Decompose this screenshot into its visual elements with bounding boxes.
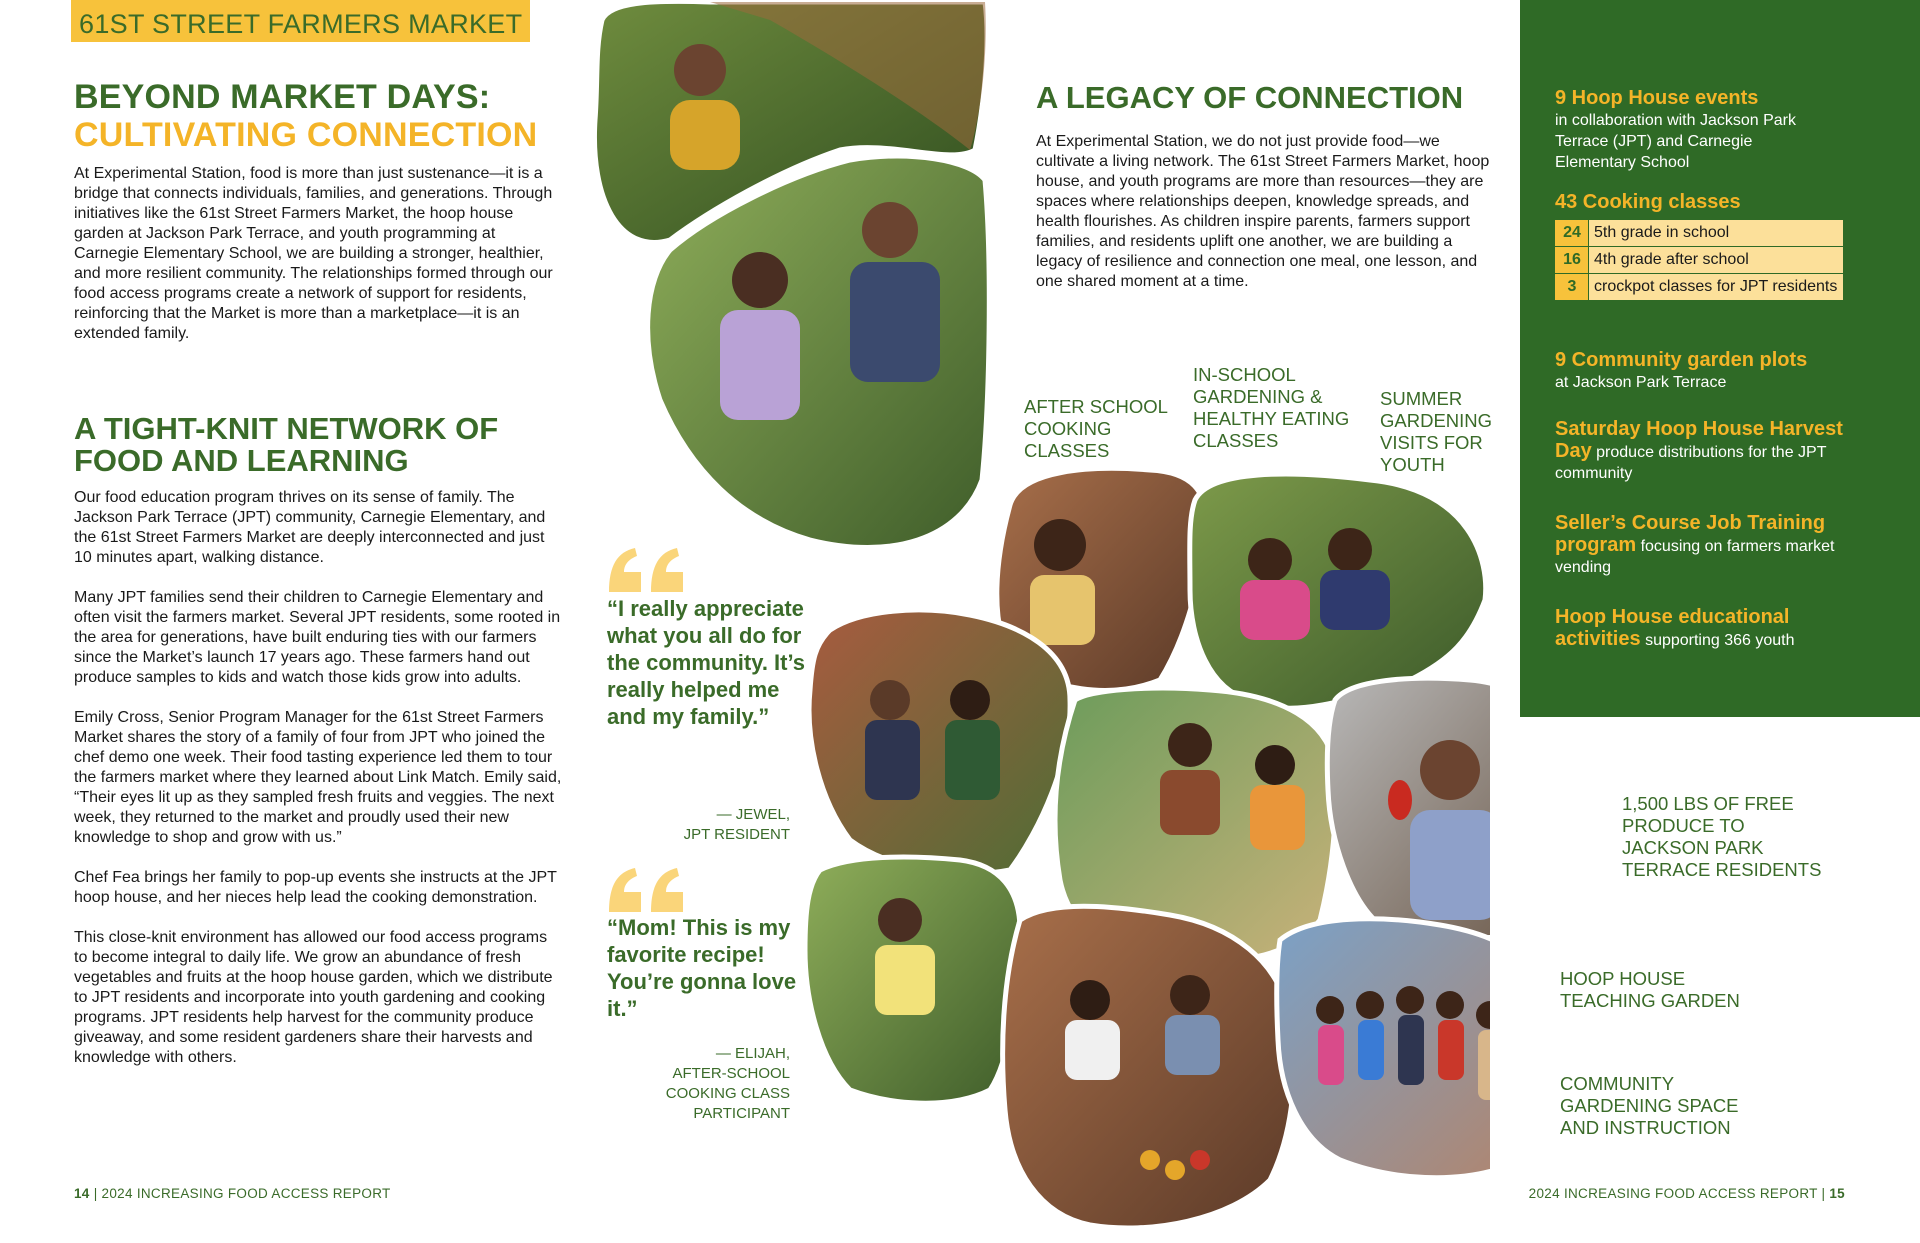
page-title-line2: CULTIVATING CONNECTION <box>74 116 538 154</box>
footer-left <box>74 1186 391 1201</box>
photo-market-stall <box>1003 906 1294 1228</box>
caption-after-school: AFTER SCHOOL COOKING CLASSES <box>1024 396 1168 461</box>
network-paragraph: This close-knit environment has allowed our food access programs to become integral to daily life. We grow an abundance of fresh vegetables and fruits at the hoop house garden, which we distribute to JPT residents and incorporate into youth gardening and cooking programs. JPT residents help harvest for the community produce giveaway, and some resident gardeners share their harvests and knowledge with others. <box>74 929 553 1066</box>
section-tag: 61ST STREET FARMERS MARKET <box>71 0 530 42</box>
quote-attribution-line: COOKING CLASS <box>665 1085 790 1102</box>
footer-title: 2024 INCREASING FOOD ACCESS REPORT | <box>1528 1186 1826 1201</box>
quote-attribution-line: JPT RESIDENT <box>683 826 790 843</box>
stat-title: Hoop House educational activities <box>1555 606 1790 650</box>
stat-hoop-events <box>1555 88 1825 173</box>
network-body <box>74 488 564 1088</box>
stat-educational-activities <box>1555 607 1865 651</box>
network-paragraph: Emily Cross, Senior Program Manager for the 61st Street Farmers Market shares the story of a family of four from JPT who joined the chef demo one week. Their food tasting experience led them to tour the farmers market where they learned about Link Match. Emily said, “Their eyes lit up as they sampled fresh fruits and veggies. The next week, they returned to the market and proudly used their new knowledge to shop and grow with us.” <box>74 709 562 846</box>
network-paragraph: Our food education program thrives on its sense of family. The Jackson Park Terrace (JPT) community, Carnegie Elementary, and the 61st Street Farmers Market are deeply interconnected and just 10 minutes apart, walking distance. <box>74 489 546 566</box>
quote-attribution-line: PARTICIPANT <box>693 1105 790 1122</box>
network-paragraph: Many JPT families send their children to Carnegie Elementary and often visit the farmers market. Several JPT residents, some rooted in the area for generations, have built enduring ties with our farmers since the Market’s launch 17 years ago. These farmers hand out produce samples to kids and watch those kids grow into adults. <box>74 589 561 686</box>
stat-title: Seller’s Course Job Training program <box>1555 512 1826 556</box>
stat-sellers-course <box>1555 513 1865 578</box>
page-number: 15 <box>1829 1186 1845 1201</box>
stat-harvest-day <box>1555 419 1865 484</box>
quote-attribution-line: — ELIJAH, <box>715 1045 790 1062</box>
stat-text: produce distributions for the JPT community <box>1555 444 1827 482</box>
stat-garden-plots <box>1555 350 1885 393</box>
page-number: 14 <box>74 1186 90 1201</box>
network-paragraph: Chef Fea brings her family to pop-up events she instructs at the JPT hoop house, and her nieces help lead the cooking demonstration. <box>74 869 557 906</box>
photo-women-flowers <box>809 610 1070 874</box>
stat-text: at Jackson Park Terrace <box>1555 374 1727 391</box>
stat-cooking <box>1555 192 1885 214</box>
table-cell-label: crockpot classes for JPT residents <box>1589 274 1844 301</box>
table-cell-count: 3 <box>1555 274 1589 301</box>
intro-paragraph: At Experimental Station, food is more than just sustenance—it is a bridge that connects individuals, families, and generations. Through initiatives like the 61st Street Farmers Market, the hoop house garden at Jackson Park Terrace, and youth programming at Carnegie Elementary School, we are building a stronger, healthier, and more resilient community. The relationships formed through our food access programs create a network of support for residents, reinforcing that the Market is more than a marketplace—it is an extended family. <box>74 165 553 342</box>
stat-text: focusing on farmers market vending <box>1555 538 1835 576</box>
caption-summer: SUMMER GARDENING VISITS FOR YOUTH <box>1380 388 1493 475</box>
page-title-line1: BEYOND MARKET DAYS: <box>74 78 491 116</box>
caption-hoop-house: HOOP HOUSE TEACHING GARDEN <box>1560 968 1740 1011</box>
quote-text: “I really appreciate what you all do for the community. It’s really helped me and my family.” <box>607 596 806 729</box>
footer-title: | 2024 INCREASING FOOD ACCESS REPORT <box>93 1186 391 1201</box>
stat-title: Saturday Hoop House Harvest Day <box>1555 418 1843 462</box>
stat-text: in collaboration with Jackson Park Terrace (JPT) and Carnegie Elementary School <box>1555 112 1797 171</box>
caption-in-school: IN-SCHOOL GARDENING & HEALTHY EATING CLASSES <box>1193 364 1350 451</box>
table-cell-label: 5th grade in school <box>1589 220 1844 247</box>
network-heading: A TIGHT-KNIT NETWORK OF FOOD AND LEARNING <box>74 411 499 478</box>
table-cell-count: 24 <box>1555 220 1589 247</box>
table-row <box>1555 247 1844 274</box>
quote-attribution-line: AFTER-SCHOOL <box>672 1065 790 1082</box>
stat-title: 43 Cooking classes <box>1555 191 1741 213</box>
legacy-heading: A LEGACY OF CONNECTION <box>1036 80 1464 115</box>
legacy-body: At Experimental Station, we do not just provide food—we cultivate a living network. The 61st Street Farmers Market, hoop house, and youth programs are more than resources—they are spaces where relationships deepen, knowledge spreads, and health flourishes. As children inspire parents, farmers support families, and residents uplift one another, we are building a legacy of resilience and connection one meal, one lesson, and one shared moment at a time. <box>1036 133 1490 290</box>
table-row <box>1555 220 1844 247</box>
stat-title: 9 Community garden plots <box>1555 349 1808 371</box>
table-cell-label: 4th grade after school <box>1589 247 1844 274</box>
cooking-classes-table <box>1554 219 1844 301</box>
footer-right <box>1529 1186 1845 1201</box>
quote-attribution-line: — JEWEL, <box>716 806 790 823</box>
table-row <box>1555 274 1844 301</box>
stat-text: supporting 366 youth <box>1645 632 1795 649</box>
stat-title: 9 Hoop House events <box>1555 87 1759 109</box>
quote-text: “Mom! This is my favorite recipe! You’re gonna love it.” <box>607 915 797 1021</box>
caption-produce: 1,500 LBS OF FREE PRODUCE TO JACKSON PARK TERRACE RESIDENTS <box>1622 793 1822 880</box>
table-cell-count: 16 <box>1555 247 1589 274</box>
page-title <box>74 78 574 154</box>
caption-community-garden: COMMUNITY GARDENING SPACE AND INSTRUCTION <box>1560 1073 1739 1138</box>
